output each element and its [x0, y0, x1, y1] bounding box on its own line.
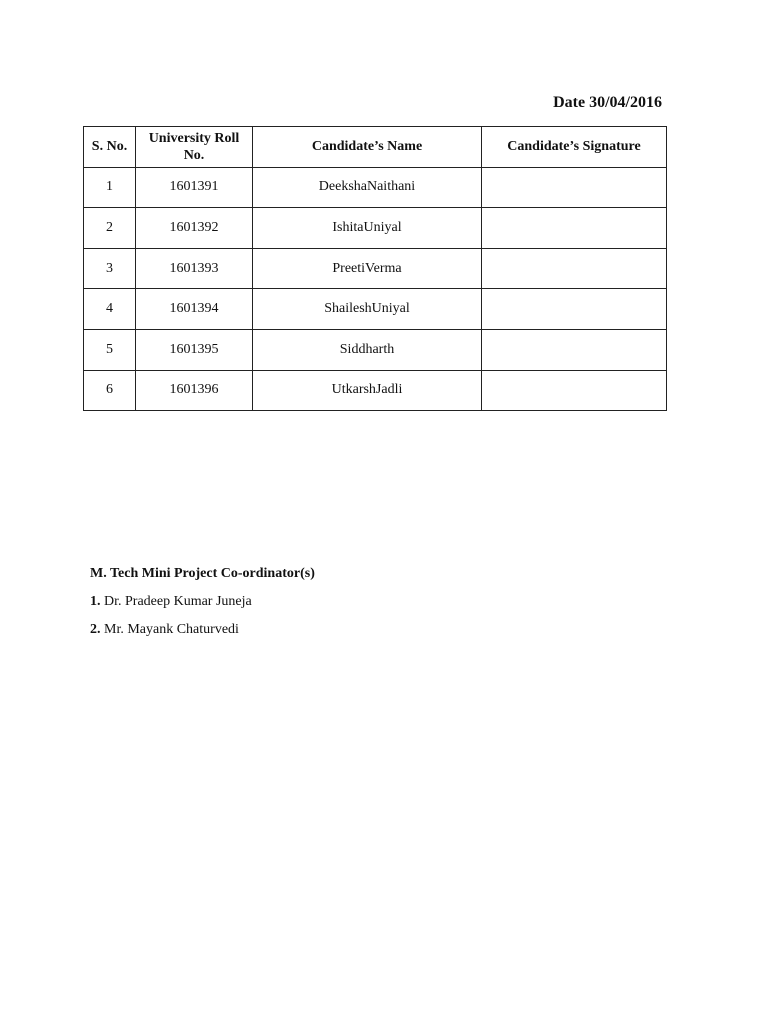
header-roll-no: University Roll No. — [136, 127, 253, 168]
cell-candidate-name: DeekshaNaithani — [253, 167, 482, 208]
cell-signature — [482, 248, 667, 289]
table-header-row — [84, 127, 667, 168]
coordinator-number: 1. — [90, 594, 101, 609]
cell-signature — [482, 370, 667, 411]
cell-roll-no: 1601395 — [136, 329, 253, 370]
cell-roll-no: 1601393 — [136, 248, 253, 289]
table-row — [84, 248, 667, 289]
table-row — [84, 208, 667, 249]
coordinator-name: Dr. Pradeep Kumar Juneja — [100, 594, 252, 609]
cell-roll-no: 1601394 — [136, 289, 253, 330]
cell-signature — [482, 167, 667, 208]
header-candidate-signature: Candidate’s Signature — [482, 127, 667, 168]
table-row — [84, 329, 667, 370]
cell-signature — [482, 329, 667, 370]
table-row — [84, 289, 667, 330]
attendance-table — [83, 126, 667, 411]
cell-sno: 6 — [84, 370, 136, 411]
table-row — [84, 167, 667, 208]
cell-roll-no: 1601392 — [136, 208, 253, 249]
cell-candidate-name: ShaileshUniyal — [253, 289, 482, 330]
table-row — [84, 370, 667, 411]
cell-candidate-name: Siddharth — [253, 329, 482, 370]
coordinator-item — [90, 622, 315, 638]
cell-roll-no: 1601396 — [136, 370, 253, 411]
cell-candidate-name: PreetiVerma — [253, 248, 482, 289]
cell-sno: 4 — [84, 289, 136, 330]
header-candidate-name: Candidate’s Name — [253, 127, 482, 168]
cell-signature — [482, 289, 667, 330]
coordinators-section — [90, 566, 315, 650]
cell-sno: 2 — [84, 208, 136, 249]
header-sno: S. No. — [84, 127, 136, 168]
coordinator-number: 2. — [90, 622, 101, 637]
cell-sno: 3 — [84, 248, 136, 289]
coordinators-title: M. Tech Mini Project Co-ordinator(s) — [90, 566, 315, 581]
cell-signature — [482, 208, 667, 249]
cell-roll-no: 1601391 — [136, 167, 253, 208]
cell-sno: 5 — [84, 329, 136, 370]
cell-candidate-name: UtkarshJadli — [253, 370, 482, 411]
date-label: Date 30/04/2016 — [553, 94, 662, 111]
coordinator-name: Mr. Mayank Chaturvedi — [100, 622, 239, 637]
coordinator-item — [90, 594, 315, 610]
cell-candidate-name: IshitaUniyal — [253, 208, 482, 249]
cell-sno: 1 — [84, 167, 136, 208]
